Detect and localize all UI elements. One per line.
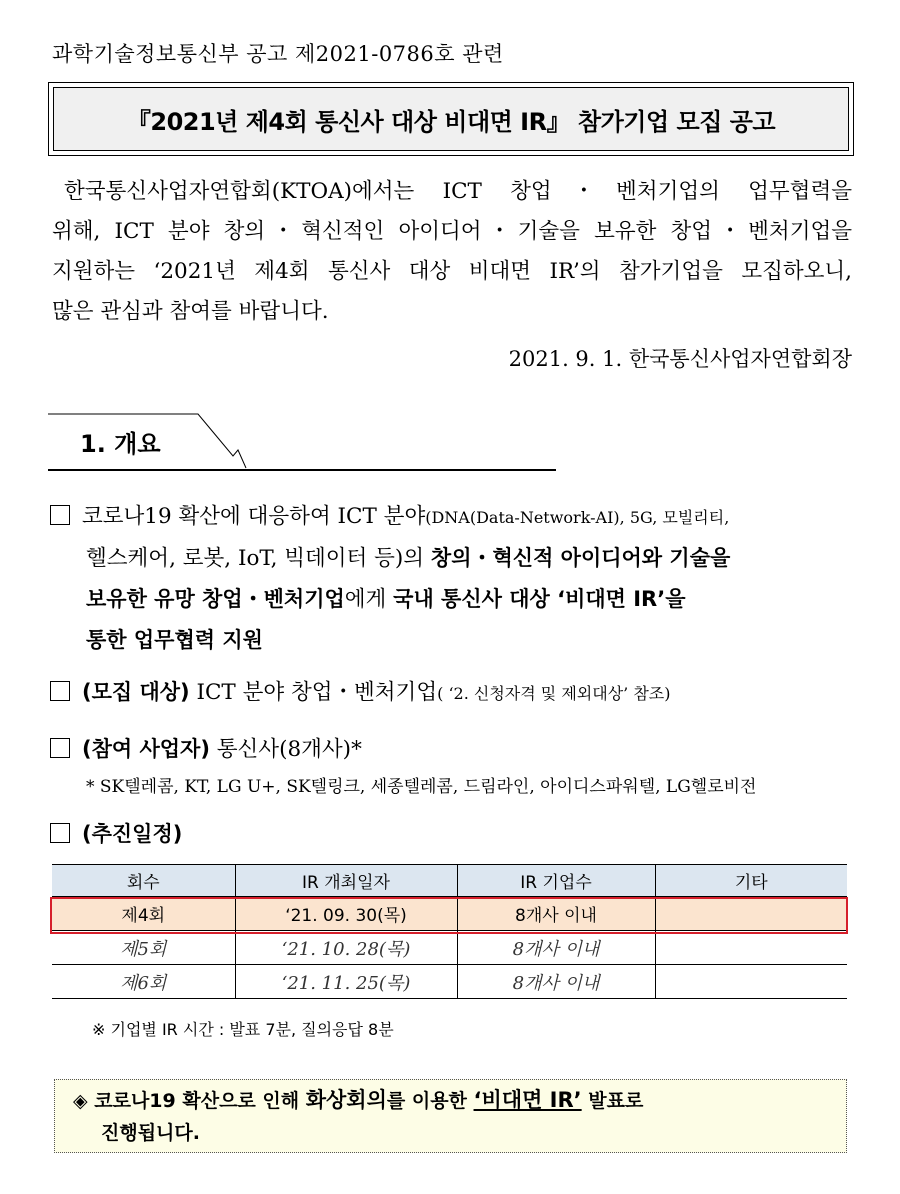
bullet-overview [50,497,855,661]
notice-text-4: ‘비대면 IR’ [473,1088,582,1112]
ir-time-note: ※ 기업별 IR 시간 : 발표 7분, 질의응답 8분 [92,1020,394,1039]
notice-text-3: 를 이용한 [386,1090,474,1112]
announcement-reference: 과학기술정보통신부 공고 제2021-0786호 관련 [52,42,504,66]
table-cell: 제4회 [52,897,235,931]
participants-label: (참여 사업자) [82,737,210,761]
carriers-note: * SK텔레콤, KT, LG U+, SK텔링크, 세종텔레콤, 드림라인, 아이디스파워텔, LG헬로비전 [86,777,757,797]
participants-text: 통신사(8개사)* [209,737,362,762]
bullet-overview-bold-d: 통한 업무협력 지원 [86,628,263,652]
intro-line-3: 지원하는 ‘2021년 제4회 통신사 대상 비대면 IR’의 참가기업을 모집하오니, [52,259,852,284]
table-cell: 제6회 [52,965,235,999]
table-cell: ‘21. 11. 25(목) [235,965,457,999]
table-cell: ‘21. 10. 28(목) [235,931,457,965]
bullet-overview-line-2 [50,538,855,579]
title-box [48,82,854,156]
schedule-header-round: 회수 [52,865,235,897]
table-cell [655,965,847,999]
checkbox-square-icon [50,681,70,701]
table-cell: 8개사 이내 [457,931,655,965]
notice-text-1: 코로나19 확산으로 인해 [87,1090,306,1112]
title-inner [53,87,849,151]
table-cell: 8개사 이내 [457,897,655,931]
schedule-header-row [52,865,847,897]
schedule-header-count: IR 기업수 [457,865,655,897]
page-title: 『2021년 제4회 통신사 대상 비대면 IR』 참가기업 모집 공고 [126,107,776,136]
schedule-header-date: IR 개최일자 [235,865,457,897]
table-cell: 제5회 [52,931,235,965]
recruit-target-reference: ( ‘2. 신청자격 및 제외대상’ 참조) [437,684,671,703]
date-signature: 2021. 9. 1. 한국통신사업자연합회장 [508,347,852,371]
bullet-participants [50,732,362,763]
intro-line-2: 위해, ICT 분야 창의・혁신적인 아이디어・기술을 보유한 창업・벤처기업을 [52,219,852,244]
table-cell: 8개사 이내 [457,965,655,999]
notice-line-1 [73,1084,846,1117]
bullet-overview-bold-c2: 국내 통신사 대상 ‘비대면 IR’을 [393,587,686,611]
notice-text-2: 화상회의 [305,1088,387,1112]
checkbox-square-icon [50,823,70,843]
schedule-header-etc: 기타 [655,865,847,897]
intro-line-1: 한국통신사업자연합회(KTOA)에서는 ICT 창업・벤처기업의 업무협력을 [64,179,852,204]
schedule-table [52,864,847,999]
bullet-overview-text-a-small: (DNA(Data-Network-AI), 5G, 모빌리티, [425,508,730,527]
bullet-recruit-target [50,675,670,706]
bullet-overview-line-4 [50,620,855,661]
section-1-title: 1. 개요 [80,430,161,458]
table-row [52,965,847,999]
bullet-overview-text-a: 코로나19 확산에 대응하여 ICT 분야 [82,504,426,529]
table-row [52,897,847,931]
schedule-label: (추진일정) [82,822,183,846]
diamond-bullet-icon: ◈ [73,1090,88,1112]
checkbox-square-icon [50,738,70,758]
bullet-overview-text-b: 헬스케어, 로봇, IoT, 빅데이터 등)의 [86,546,431,571]
recruit-target-text: ICT 분야 창업・벤처기업 [189,680,438,705]
notice-line-2: 진행됩니다. [101,1122,200,1144]
recruit-target-label: (모집 대상) [82,680,190,704]
table-cell [655,897,847,931]
bullet-overview-line-3 [50,579,855,620]
table-row [52,931,847,965]
checkbox-square-icon [50,505,70,525]
bullet-overview-line-1 [50,497,855,538]
table-cell [655,931,847,965]
bullet-overview-bold-b: 창의・혁신적 아이디어와 기술을 [430,546,731,570]
bullet-overview-bold-c: 보유한 유망 창업・벤처기업 [86,587,345,611]
bullet-schedule [50,818,182,848]
intro-paragraph [52,172,852,332]
notice-text-5: 발표로 [581,1090,644,1112]
bullet-overview-text-c: 에게 [344,587,394,612]
table-cell: ‘21. 09. 30(목) [235,897,457,931]
notice-box [54,1079,847,1153]
intro-line-4: 많은 관심과 참여를 바랍니다. [52,299,329,324]
